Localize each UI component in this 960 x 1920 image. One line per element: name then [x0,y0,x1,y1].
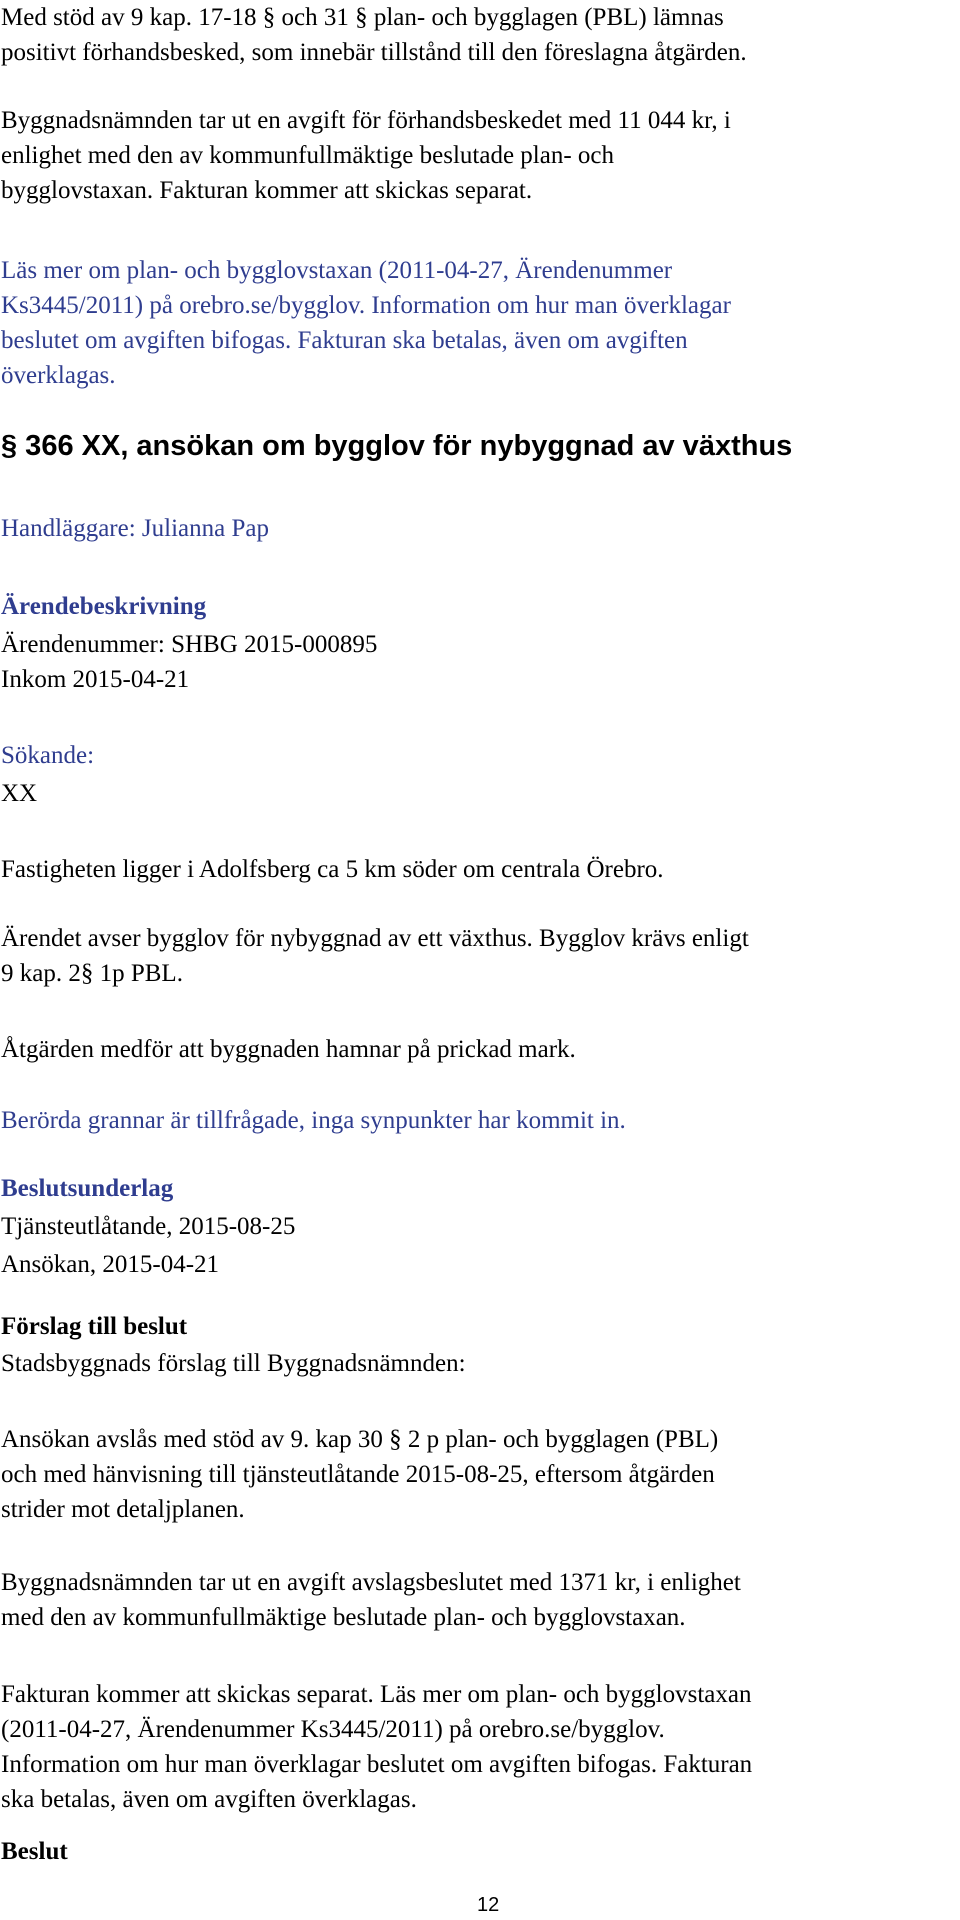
beslut-heading: Beslut [1,1838,68,1865]
sokande-label: Sökande: [1,742,95,769]
underlag-tjansteutlatande: Tjänsteutlåtande, 2015-08-25 [1,1213,296,1240]
paragraph-avgift-forhandsbesked: Byggnadsnämnden tar ut en avgift för förhandsbeskedet med 11 044 kr, i enlighet med den av kommunfullmäktige beslutade plan- och bygglovstaxan. Fakturan kommer att skickas separat. [1,107,731,204]
case-heading: § 366 XX, ansökan om bygglov för nybyggnad av växthus [1,430,793,462]
forslag-faktura: Fakturan kommer att skickas separat. Läs mer om plan- och bygglovstaxan (2011-04-27, Ärendenummer Ks3445/2011) på orebro.se/bygglov. Information om hur man överklagar beslutet om avgiften bifogas. Fakturan ska betalas, även om avgiften överklagas. [1,1681,753,1813]
beslutsunderlag-heading: Beslutsunderlag [1,1175,174,1202]
fastighet-text: Fastigheten ligger i Adolfsberg ca 5 km söder om centrala Örebro. [1,856,664,883]
sokande-value: XX [1,780,38,807]
underlag-ansokan: Ansökan, 2015-04-21 [1,1251,220,1278]
grannar-text: Berörda grannar är tillfrågade, inga synpunkter har kommit in. [1,1107,626,1134]
forslag-avslag: Ansökan avslås med stöd av 9. kap 30 § 2 p plan- och bygglagen (PBL) och med hänvisning till tjänsteutlåtande 2015-08-25, eftersom åtgärden strider mot detaljplanen. [1,1426,719,1523]
page-number: 12 [477,1894,500,1916]
paragraph-taxa-info: Läs mer om plan- och bygglovstaxan (2011-04-27, Ärendenummer Ks3445/2011) på orebro.se/bygglov. Information om hur man överklagar beslutet om avgiften bifogas. Fakturan ska betalas, även om avgiften överklagas. [1,257,731,389]
inkom-date: Inkom 2015-04-21 [1,666,190,693]
arendebeskrivning-heading: Ärendebeskrivning [1,593,207,620]
handlaggare: Handläggare: Julianna Pap [1,515,269,542]
atgarden-text: Åtgärden medför att byggnaden hamnar på prickad mark. [1,1036,576,1063]
arendenummer: Ärendenummer: SHBG 2015-000895 [1,631,378,658]
forslag-heading: Förslag till beslut [1,1313,188,1340]
arendet-text: Ärendet avser bygglov för nybyggnad av ett växthus. Bygglov krävs enligt 9 kap. 2§ 1p PBL. [1,925,749,987]
paragraph-forhandsbesked: Med stöd av 9 kap. 17-18 § och 31 § plan- och bygglagen (PBL) lämnas positivt förhandsbesked, som innebär tillstånd till den föreslagna åtgärden. [1,4,747,66]
forslag-avgift: Byggnadsnämnden tar ut en avgift avslagsbeslutet med 1371 kr, i enlighet med den av kommunfullmäktige beslutade plan- och bygglovstaxan. [1,1569,741,1631]
forslag-intro: Stadsbyggnads förslag till Byggnadsnämnden: [1,1350,466,1377]
